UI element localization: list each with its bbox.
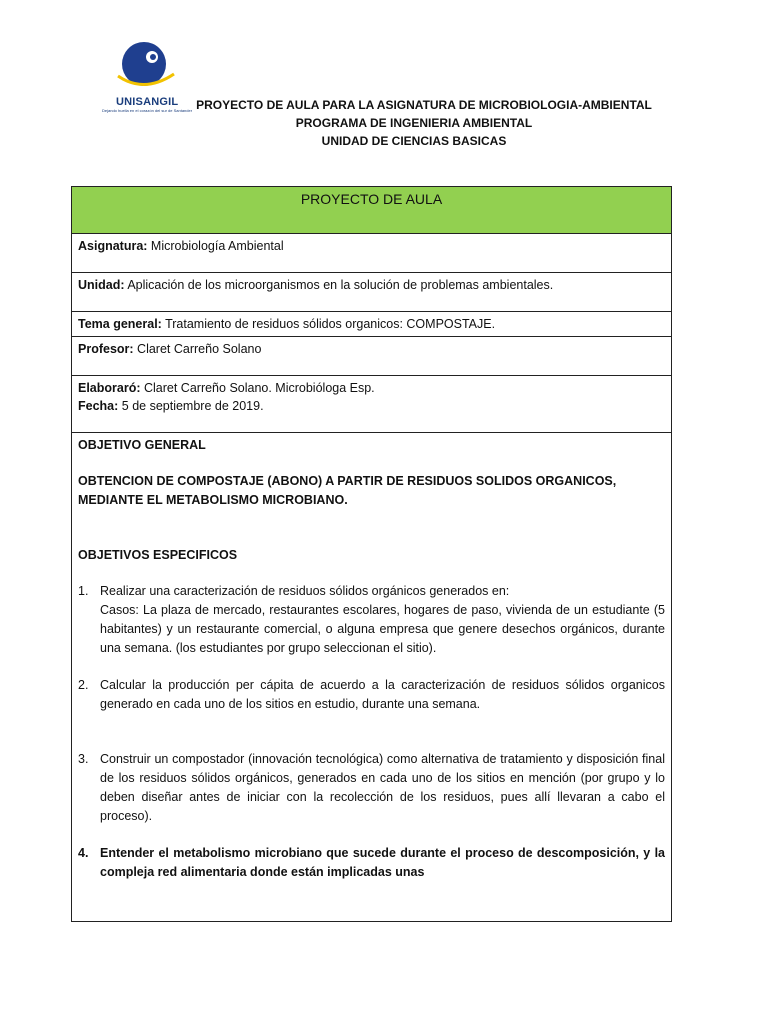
profesor-label: Profesor: [78,342,134,356]
item-number: 4. [78,846,89,860]
list-item [78,750,665,826]
tema-label: Tema general: [78,317,162,331]
asignatura-value: Microbiología Ambiental [147,239,284,253]
profesor-value: Claret Carreño Solano [133,342,262,356]
profesor-row [72,337,672,376]
unidad-value: Aplicación de los microorganismos en la solución de problemas ambientales. [124,278,554,292]
header-line-2: PROGRAMA DE INGENIERIA AMBIENTAL [295,116,533,130]
objectives-cell [72,433,672,922]
objetivo-general-text: OBTENCION DE COMPOSTAJE (ABONO) A PARTIR DE RESIDUOS SOLIDOS ORGANICOS, MEDIANTE EL METABOLISMO MICROBIANO. [78,474,617,507]
tema-value: Tratamiento de residuos sólidos organicos: COMPOSTAJE. [161,317,496,331]
list-item [78,582,665,658]
document-header [150,96,678,150]
list-item [78,844,665,882]
logo-name: UNISANGIL [116,96,179,108]
objetivo-general-title: OBJETIVO GENERAL [78,438,206,452]
item-text: Construir un compostador (innovación tecnológica) como alternativa de tratamiento y disposición final de los residuos sólidos orgánicos, generados en cada uno de los sitios en mención (por grupo y lo deben diseñar antes de iniciar con la recolección de los residuos, pues allí llevaran a cabo el proceso). [100,752,665,823]
objetivos-especificos-title: OBJETIVOS ESPECIFICOS [78,548,238,562]
elaboracion-row [72,376,672,433]
header-line-3: UNIDAD DE CIENCIAS BASICAS [321,134,507,148]
table-title: PROYECTO DE AULA [72,187,672,234]
elaboraro-value: Claret Carreño Solano. Microbióloga Esp. [140,381,375,395]
list-item [78,676,665,714]
unidad-label: Unidad: [78,278,125,292]
header-line-1: PROYECTO DE AULA PARA LA ASIGNATURA DE MICROBIOLOGIA-AMBIENTAL [196,98,652,112]
project-table [71,186,672,922]
fecha-value: 5 de septiembre de 2019. [118,399,264,413]
fecha-label: Fecha: [78,399,119,413]
item-number: 2. [78,678,89,692]
item-number: 1. [78,584,89,598]
item-text: Realizar una caracterización de residuos sólidos orgánicos generados en: [100,584,510,598]
elaboraro-label: Elaboraró: [78,381,141,395]
item-text: Entender el metabolismo microbiano que sucede durante el proceso de descomposición, y la compleja red alimentaria donde están implicadas unas [100,846,665,879]
asignatura-row [72,234,672,273]
item-number: 3. [78,752,89,766]
logo-tagline: Dejando huella en el corazón del sur de Santander [102,108,193,113]
tema-row [72,312,672,337]
unidad-row [72,273,672,312]
objectives-list [78,582,665,882]
logo-emblem-icon [100,40,188,100]
item-text-cont: Casos: La plaza de mercado, restaurantes escolares, hogares de paso, vivienda de un estudiante (5 habitantes) y un restaurante comercial, o alguna empresa que genere desechos orgánicos, durante una semana. (los estudiantes por grupo seleccionan el sitio). [100,603,665,655]
asignatura-label: Asignatura: [78,239,148,253]
item-text: Calcular la producción per cápita de acuerdo a la caracterización de residuos sólidos organicos generado en cada uno de los sitios en estudio, durante una semana. [100,678,665,711]
